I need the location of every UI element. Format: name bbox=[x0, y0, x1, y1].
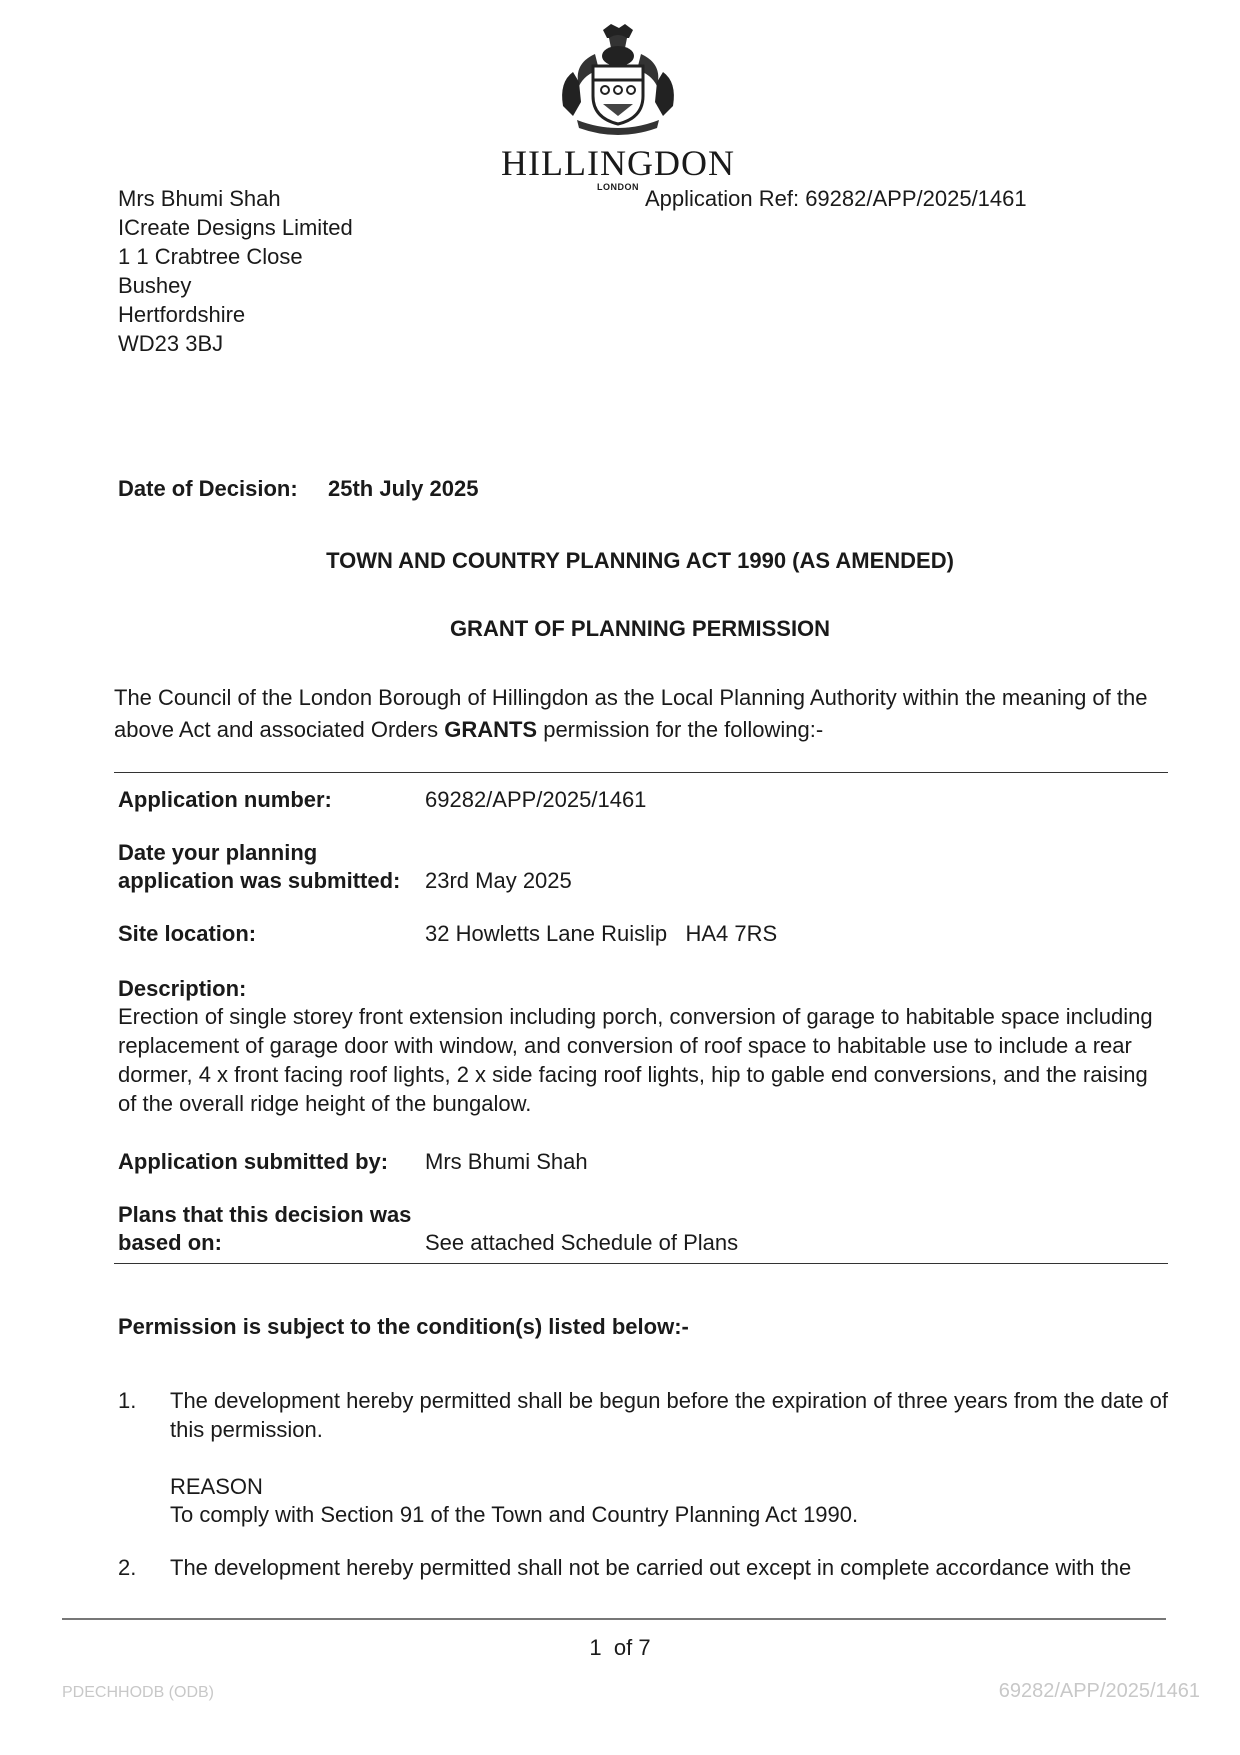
app-number-label: Application number: bbox=[118, 787, 332, 812]
act-title: TOWN AND COUNTRY PLANNING ACT 1990 (AS AMENDED) bbox=[326, 548, 954, 573]
logo-wordmark: HILLINGDON bbox=[501, 143, 735, 183]
application-ref: Application Ref: 69282/APP/2025/1461 bbox=[645, 186, 1027, 211]
recipient-county: Hertfordshire bbox=[118, 302, 246, 327]
recipient-street: 1 1 Crabtree Close bbox=[118, 244, 303, 269]
condition-1-reason-label: REASON bbox=[170, 1474, 263, 1499]
decision-date-value: 25th July 2025 bbox=[328, 476, 479, 501]
intro-part-2: permission for the following:- bbox=[537, 717, 824, 742]
council-logo bbox=[501, 24, 735, 192]
page-number: 1 of 7 bbox=[589, 1635, 651, 1660]
decision-date-label: Date of Decision: bbox=[118, 476, 298, 501]
condition-1-reason-text: To comply with Section 91 of the Town and Country Planning Act 1990. bbox=[170, 1502, 859, 1527]
plans-label-line-1: Plans that this decision was bbox=[118, 1202, 412, 1227]
description-label: Description: bbox=[118, 976, 247, 1001]
site-location-label: Site location: bbox=[118, 921, 257, 946]
conditions-heading: Permission is subject to the condition(s) listed below:- bbox=[118, 1314, 689, 1339]
recipient-postcode: WD23 3BJ bbox=[118, 331, 224, 356]
submitted-label-line-1: Date your planning bbox=[118, 840, 318, 865]
submitted-by-label: Application submitted by: bbox=[118, 1149, 389, 1174]
app-number-value: 69282/APP/2025/1461 bbox=[425, 787, 647, 812]
footer-application-ref: 69282/APP/2025/1461 bbox=[998, 1680, 1200, 1702]
intro-paragraph bbox=[114, 682, 1164, 746]
submitted-label-line-2: application was submitted: bbox=[118, 868, 401, 893]
footer-document-code: PDECHHODB (ODB) bbox=[62, 1684, 215, 1701]
recipient-town: Bushey bbox=[118, 273, 192, 298]
condition-1-number: 1. bbox=[118, 1388, 137, 1413]
site-location-value: 32 Howletts Lane Ruislip HA4 7RS bbox=[425, 921, 778, 946]
logo-subtitle: LONDON bbox=[597, 182, 639, 192]
condition-1-text: The development hereby permitted shall be begun before the expiration of three years from the date of this permission. bbox=[170, 1388, 1168, 1442]
condition-2-number: 2. bbox=[118, 1555, 137, 1580]
submitted-by-value: Mrs Bhumi Shah bbox=[425, 1149, 588, 1174]
details-bottom-rule bbox=[114, 1263, 1168, 1264]
plans-value: See attached Schedule of Plans bbox=[425, 1230, 739, 1255]
plans-label-line-2: based on: bbox=[118, 1230, 222, 1255]
intro-part-1: The Council of the London Borough of Hillingdon as the Local Planning Authority within the meaning of the above Act and associated Orders bbox=[114, 685, 1148, 742]
intro-grants: GRANTS bbox=[444, 717, 538, 742]
footer-rule bbox=[62, 1618, 1166, 1620]
condition-2-text: The development hereby permitted shall not be carried out except in complete accordance with the bbox=[170, 1555, 1132, 1580]
description-value: Erection of single storey front extension including porch, conversion of garage to habitable space including replacement of garage door with window, and conversion of roof space to habitable use to include a rear dormer, 4 x front facing roof lights, 2 x side facing roof lights, hip to gable end conversions, and the raising of the overall ridge height of the bungalow. bbox=[118, 1004, 1153, 1116]
recipient-name: Mrs Bhumi Shah bbox=[118, 186, 281, 211]
grant-title: GRANT OF PLANNING PERMISSION bbox=[449, 616, 831, 641]
coat-of-arms-icon bbox=[533, 24, 703, 136]
details-top-rule bbox=[114, 772, 1168, 773]
recipient-company: ICreate Designs Limited bbox=[118, 215, 353, 240]
recipient-address bbox=[118, 184, 353, 358]
submitted-value: 23rd May 2025 bbox=[425, 868, 572, 893]
